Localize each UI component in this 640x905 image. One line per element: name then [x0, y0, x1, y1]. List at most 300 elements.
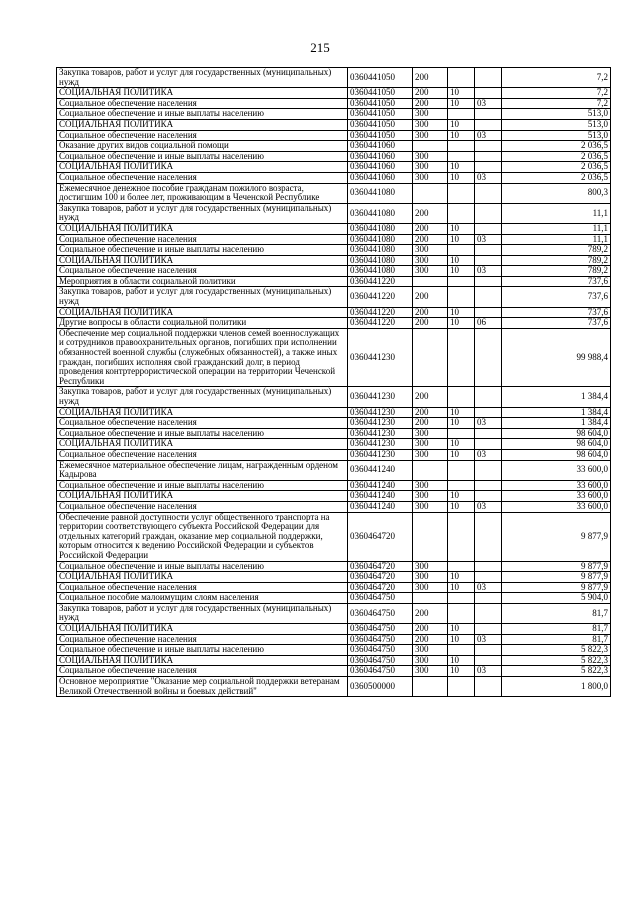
- table-row: [57, 245, 611, 256]
- row-expense-type: [413, 328, 448, 387]
- row-section: [448, 603, 475, 623]
- row-expense-type: [413, 183, 448, 203]
- row-expense-type: [413, 677, 448, 697]
- row-section: 10: [448, 572, 475, 583]
- row-section: 10: [448, 666, 475, 677]
- row-name: Оказание других видов социальной помощи: [57, 141, 348, 152]
- row-section: [448, 109, 475, 120]
- row-subsection: 03: [475, 582, 502, 593]
- row-name: СОЦИАЛЬНАЯ ПОЛИТИКА: [57, 88, 348, 99]
- row-amount: 5 822,3: [502, 666, 611, 677]
- table-row: [57, 655, 611, 666]
- row-section: 10: [448, 582, 475, 593]
- table-row: [57, 449, 611, 460]
- table-row: [57, 172, 611, 183]
- row-subsection: [475, 677, 502, 697]
- row-code: 0360441230: [348, 407, 413, 418]
- row-subsection: [475, 480, 502, 491]
- row-name: СОЦИАЛЬНАЯ ПОЛИТИКА: [57, 307, 348, 318]
- row-expense-type: 200: [413, 287, 448, 307]
- row-name: Обеспечение мер социальной поддержки членов семей военнослужащих и сотрудников правоохранительных органов, погибших при исполнении обязанностей военной службы (служебных обязанностей), а также иных граждан, погибших исполняя свой гражданский долг, в период проведения контртеррористической операции на территории Чеченской Республики: [57, 328, 348, 387]
- row-code: 0360441220: [348, 318, 413, 329]
- row-amount: 11,1: [502, 223, 611, 234]
- table-row: [57, 266, 611, 277]
- row-section: [448, 203, 475, 223]
- row-section: 10: [448, 98, 475, 109]
- row-code: 0360441060: [348, 151, 413, 162]
- table-row: [57, 418, 611, 429]
- row-code: 0360441080: [348, 266, 413, 277]
- table-row: [57, 109, 611, 120]
- row-amount: 98 604,0: [502, 428, 611, 439]
- row-subsection: [475, 387, 502, 407]
- row-code: 0360464750: [348, 634, 413, 645]
- row-name: СОЦИАЛЬНАЯ ПОЛИТИКА: [57, 439, 348, 450]
- row-name: СОЦИАЛЬНАЯ ПОЛИТИКА: [57, 655, 348, 666]
- row-name: Социальное обеспечение и иные выплаты населению: [57, 245, 348, 256]
- table-row: [57, 119, 611, 130]
- row-code: 0360441220: [348, 307, 413, 318]
- row-code: 0360441050: [348, 119, 413, 130]
- row-subsection: [475, 109, 502, 120]
- row-amount: 2 036,5: [502, 151, 611, 162]
- row-section: [448, 645, 475, 656]
- row-code: 0360464750: [348, 603, 413, 623]
- row-subsection: [475, 512, 502, 561]
- table-row: [57, 141, 611, 152]
- row-code: 0360441230: [348, 439, 413, 450]
- budget-table-body: [57, 68, 611, 697]
- row-expense-type: [413, 593, 448, 604]
- row-expense-type: 300: [413, 655, 448, 666]
- row-subsection: 03: [475, 418, 502, 429]
- row-subsection: 03: [475, 234, 502, 245]
- row-expense-type: 300: [413, 255, 448, 266]
- row-subsection: [475, 223, 502, 234]
- row-section: 10: [448, 418, 475, 429]
- row-code: 0360464750: [348, 655, 413, 666]
- row-subsection: 03: [475, 634, 502, 645]
- row-name: СОЦИАЛЬНАЯ ПОЛИТИКА: [57, 572, 348, 583]
- row-amount: 33 600,0: [502, 480, 611, 491]
- row-amount: 737,6: [502, 307, 611, 318]
- row-expense-type: 200: [413, 88, 448, 99]
- row-code: 0360441240: [348, 501, 413, 512]
- table-row: [57, 328, 611, 387]
- row-expense-type: 200: [413, 407, 448, 418]
- table-row: [57, 130, 611, 141]
- row-subsection: [475, 183, 502, 203]
- row-expense-type: 200: [413, 203, 448, 223]
- row-name: Ежемесячное материальное обеспечение лицам, награжденным орденом Кадырова: [57, 460, 348, 480]
- row-name: Социальное обеспечение населения: [57, 449, 348, 460]
- row-expense-type: 300: [413, 172, 448, 183]
- row-code: 0360464750: [348, 593, 413, 604]
- row-code: 0360441060: [348, 162, 413, 173]
- row-section: 10: [448, 266, 475, 277]
- row-name: Социальное обеспечение населения: [57, 634, 348, 645]
- row-expense-type: 200: [413, 307, 448, 318]
- row-name: Социальное обеспечение населения: [57, 418, 348, 429]
- row-name: Закупка товаров, работ и услуг для государственных (муниципальных) нужд: [57, 68, 348, 88]
- table-row: [57, 645, 611, 656]
- row-section: [448, 480, 475, 491]
- row-name: Социальное обеспечение и иные выплаты населению: [57, 480, 348, 491]
- row-section: 10: [448, 501, 475, 512]
- row-subsection: 03: [475, 266, 502, 277]
- row-expense-type: 200: [413, 418, 448, 429]
- row-amount: 2 036,5: [502, 141, 611, 152]
- row-expense-type: 300: [413, 428, 448, 439]
- row-section: 10: [448, 439, 475, 450]
- table-row: [57, 151, 611, 162]
- row-code: 0360441230: [348, 387, 413, 407]
- table-row: [57, 318, 611, 329]
- row-amount: 7,2: [502, 68, 611, 88]
- row-expense-type: 300: [413, 501, 448, 512]
- row-amount: 33 600,0: [502, 501, 611, 512]
- row-code: 0360441080: [348, 203, 413, 223]
- row-section: 10: [448, 491, 475, 502]
- table-row: [57, 234, 611, 245]
- row-code: 0360464720: [348, 561, 413, 572]
- row-code: 0360441230: [348, 449, 413, 460]
- row-name: Закупка товаров, работ и услуг для государственных (муниципальных) нужд: [57, 387, 348, 407]
- row-name: Закупка товаров, работ и услуг для государственных (муниципальных) нужд: [57, 287, 348, 307]
- row-name: Социальное обеспечение и иные выплаты населению: [57, 645, 348, 656]
- row-code: 0360441220: [348, 276, 413, 287]
- row-amount: 9 877,9: [502, 561, 611, 572]
- row-amount: 2 036,5: [502, 162, 611, 173]
- table-row: [57, 255, 611, 266]
- row-name: СОЦИАЛЬНАЯ ПОЛИТИКА: [57, 223, 348, 234]
- row-section: 10: [448, 162, 475, 173]
- row-subsection: [475, 88, 502, 99]
- row-code: 0360500000: [348, 677, 413, 697]
- row-subsection: [475, 491, 502, 502]
- row-name: Ежемесячное денежное пособие гражданам пожилого возраста, достигшим 100 и более лет, проживающим в Чеченской Республике: [57, 183, 348, 203]
- row-subsection: [475, 572, 502, 583]
- row-subsection: [475, 561, 502, 572]
- row-expense-type: 200: [413, 318, 448, 329]
- row-amount: 513,0: [502, 130, 611, 141]
- table-row: [57, 276, 611, 287]
- row-amount: 9 877,9: [502, 582, 611, 593]
- table-row: [57, 572, 611, 583]
- row-code: 0360464750: [348, 666, 413, 677]
- row-section: [448, 245, 475, 256]
- row-subsection: 03: [475, 449, 502, 460]
- row-amount: 1 800,0: [502, 677, 611, 697]
- row-subsection: [475, 287, 502, 307]
- row-section: [448, 593, 475, 604]
- row-code: 0360464720: [348, 582, 413, 593]
- row-expense-type: [413, 141, 448, 152]
- row-name: Социальное обеспечение населения: [57, 582, 348, 593]
- row-subsection: [475, 255, 502, 266]
- row-code: 0360441220: [348, 287, 413, 307]
- row-section: [448, 561, 475, 572]
- row-expense-type: 300: [413, 109, 448, 120]
- row-expense-type: 300: [413, 480, 448, 491]
- row-amount: 98 604,0: [502, 439, 611, 450]
- row-name: Социальное обеспечение и иные выплаты населению: [57, 109, 348, 120]
- row-code: 0360441240: [348, 460, 413, 480]
- table-row: [57, 287, 611, 307]
- row-subsection: [475, 307, 502, 318]
- row-section: [448, 68, 475, 88]
- row-expense-type: 300: [413, 245, 448, 256]
- row-expense-type: 200: [413, 624, 448, 635]
- row-section: 10: [448, 88, 475, 99]
- row-section: 10: [448, 172, 475, 183]
- table-row: [57, 203, 611, 223]
- table-row: [57, 480, 611, 491]
- row-expense-type: 300: [413, 666, 448, 677]
- table-row: [57, 561, 611, 572]
- row-subsection: [475, 151, 502, 162]
- row-code: 0360441080: [348, 234, 413, 245]
- row-code: 0360441080: [348, 255, 413, 266]
- row-expense-type: 300: [413, 439, 448, 450]
- row-subsection: 03: [475, 501, 502, 512]
- row-name: Социальное обеспечение населения: [57, 234, 348, 245]
- table-row: [57, 98, 611, 109]
- row-amount: 9 877,9: [502, 512, 611, 561]
- row-amount: 7,2: [502, 98, 611, 109]
- table-row: [57, 666, 611, 677]
- row-name: СОЦИАЛЬНАЯ ПОЛИТИКА: [57, 119, 348, 130]
- row-section: [448, 328, 475, 387]
- row-subsection: [475, 593, 502, 604]
- row-section: [448, 183, 475, 203]
- row-subsection: [475, 276, 502, 287]
- row-section: [448, 151, 475, 162]
- row-subsection: [475, 655, 502, 666]
- row-amount: 2 036,5: [502, 172, 611, 183]
- row-name: Социальное обеспечение и иные выплаты населению: [57, 561, 348, 572]
- row-expense-type: 200: [413, 223, 448, 234]
- row-section: 10: [448, 255, 475, 266]
- row-section: 10: [448, 130, 475, 141]
- row-section: [448, 428, 475, 439]
- row-amount: 81,7: [502, 634, 611, 645]
- row-expense-type: 300: [413, 130, 448, 141]
- row-expense-type: [413, 512, 448, 561]
- row-code: 0360441230: [348, 428, 413, 439]
- row-code: 0360441050: [348, 88, 413, 99]
- row-subsection: [475, 328, 502, 387]
- row-section: 10: [448, 318, 475, 329]
- row-name: Основное мероприятие "Оказание мер социальной поддержки ветеранам Великой Отечественной войны и боевых действий": [57, 677, 348, 697]
- row-name: СОЦИАЛЬНАЯ ПОЛИТИКА: [57, 624, 348, 635]
- row-amount: 98 604,0: [502, 449, 611, 460]
- table-row: [57, 582, 611, 593]
- row-name: Социальное обеспечение населения: [57, 98, 348, 109]
- row-amount: 9 877,9: [502, 572, 611, 583]
- row-name: Мероприятия в области социальной политики: [57, 276, 348, 287]
- row-subsection: [475, 439, 502, 450]
- table-row: [57, 307, 611, 318]
- row-code: 0360464720: [348, 512, 413, 561]
- row-code: 0360441050: [348, 68, 413, 88]
- row-code: 0360441050: [348, 130, 413, 141]
- row-section: [448, 276, 475, 287]
- row-name: Социальное обеспечение населения: [57, 266, 348, 277]
- row-subsection: [475, 203, 502, 223]
- row-expense-type: 200: [413, 603, 448, 623]
- table-row: [57, 183, 611, 203]
- row-code: 0360464750: [348, 645, 413, 656]
- row-subsection: 03: [475, 666, 502, 677]
- row-name: Социальное обеспечение и иные выплаты населению: [57, 151, 348, 162]
- row-amount: 11,1: [502, 203, 611, 223]
- page-number: 215: [310, 40, 330, 55]
- row-amount: 99 988,4: [502, 328, 611, 387]
- row-amount: 513,0: [502, 119, 611, 130]
- row-subsection: [475, 428, 502, 439]
- row-amount: 1 384,4: [502, 387, 611, 407]
- row-expense-type: 200: [413, 68, 448, 88]
- row-name: Социальное обеспечение населения: [57, 501, 348, 512]
- row-expense-type: [413, 276, 448, 287]
- table-row: [57, 88, 611, 99]
- table-row: [57, 439, 611, 450]
- table-row: [57, 407, 611, 418]
- row-expense-type: 300: [413, 119, 448, 130]
- row-subsection: [475, 645, 502, 656]
- table-row: [57, 634, 611, 645]
- row-section: [448, 387, 475, 407]
- row-expense-type: 300: [413, 449, 448, 460]
- row-subsection: 03: [475, 172, 502, 183]
- table-row: [57, 512, 611, 561]
- row-subsection: 03: [475, 98, 502, 109]
- row-amount: 789,2: [502, 266, 611, 277]
- row-section: 10: [448, 119, 475, 130]
- row-name: СОЦИАЛЬНАЯ ПОЛИТИКА: [57, 255, 348, 266]
- row-amount: 1 384,4: [502, 418, 611, 429]
- row-section: [448, 677, 475, 697]
- row-amount: 513,0: [502, 109, 611, 120]
- row-expense-type: [413, 460, 448, 480]
- row-section: 10: [448, 624, 475, 635]
- row-subsection: [475, 141, 502, 152]
- table-row: [57, 387, 611, 407]
- row-expense-type: 300: [413, 266, 448, 277]
- table-row: [57, 501, 611, 512]
- table-row: [57, 428, 611, 439]
- row-expense-type: 200: [413, 98, 448, 109]
- row-section: [448, 460, 475, 480]
- row-amount: 7,2: [502, 88, 611, 99]
- row-section: 10: [448, 234, 475, 245]
- row-section: 10: [448, 655, 475, 666]
- row-code: 0360441060: [348, 172, 413, 183]
- row-amount: 33 600,0: [502, 491, 611, 502]
- row-code: 0360441240: [348, 491, 413, 502]
- row-code: 0360441050: [348, 98, 413, 109]
- row-subsection: [475, 603, 502, 623]
- row-name: Другие вопросы в области социальной политики: [57, 318, 348, 329]
- row-name: Обеспечение равной доступности услуг общественного транспорта на территории соответствующего субъекта Российской Федерации для отдельных категорий граждан, оказание мер социальной поддержки, которым относится к ведению Российской Федерации и субъектов Российской Федерации: [57, 512, 348, 561]
- row-name: Закупка товаров, работ и услуг для государственных (муниципальных) нужд: [57, 203, 348, 223]
- row-name: СОЦИАЛЬНАЯ ПОЛИТИКА: [57, 491, 348, 502]
- row-expense-type: 300: [413, 582, 448, 593]
- row-code: 0360441080: [348, 183, 413, 203]
- table-row: [57, 624, 611, 635]
- row-amount: 33 600,0: [502, 460, 611, 480]
- row-code: 0360441230: [348, 328, 413, 387]
- table-row: [57, 223, 611, 234]
- row-name: Социальное обеспечение населения: [57, 666, 348, 677]
- row-expense-type: 200: [413, 234, 448, 245]
- row-subsection: [475, 460, 502, 480]
- row-amount: 1 384,4: [502, 407, 611, 418]
- row-name: Социальное обеспечение и иные выплаты населению: [57, 428, 348, 439]
- row-expense-type: 300: [413, 162, 448, 173]
- row-expense-type: 300: [413, 151, 448, 162]
- row-section: [448, 141, 475, 152]
- row-amount: 737,6: [502, 276, 611, 287]
- row-subsection: [475, 68, 502, 88]
- row-code: 0360441080: [348, 223, 413, 234]
- table-row: [57, 68, 611, 88]
- table-row: [57, 460, 611, 480]
- row-subsection: 03: [475, 130, 502, 141]
- row-expense-type: 300: [413, 561, 448, 572]
- row-section: 10: [448, 449, 475, 460]
- row-name: Закупка товаров, работ и услуг для государственных (муниципальных) нужд: [57, 603, 348, 623]
- row-amount: 5 822,3: [502, 645, 611, 656]
- row-section: [448, 512, 475, 561]
- row-name: Социальное обеспечение населения: [57, 172, 348, 183]
- budget-table: [56, 67, 611, 697]
- row-expense-type: 200: [413, 634, 448, 645]
- row-subsection: 06: [475, 318, 502, 329]
- row-name: Социальное обеспечение населения: [57, 130, 348, 141]
- row-subsection: [475, 407, 502, 418]
- row-section: [448, 287, 475, 307]
- row-name: СОЦИАЛЬНАЯ ПОЛИТИКА: [57, 407, 348, 418]
- row-subsection: [475, 245, 502, 256]
- row-name: СОЦИАЛЬНАЯ ПОЛИТИКА: [57, 162, 348, 173]
- row-code: 0360464750: [348, 624, 413, 635]
- row-amount: 737,6: [502, 318, 611, 329]
- table-row: [57, 491, 611, 502]
- row-expense-type: 300: [413, 572, 448, 583]
- row-amount: 800,3: [502, 183, 611, 203]
- row-amount: 11,1: [502, 234, 611, 245]
- row-section: 10: [448, 634, 475, 645]
- row-expense-type: 300: [413, 645, 448, 656]
- row-amount: 789,2: [502, 255, 611, 266]
- row-expense-type: 300: [413, 491, 448, 502]
- row-code: 0360441230: [348, 418, 413, 429]
- row-expense-type: 200: [413, 387, 448, 407]
- row-amount: 81,7: [502, 603, 611, 623]
- row-subsection: [475, 162, 502, 173]
- row-amount: 737,6: [502, 287, 611, 307]
- row-amount: 789,2: [502, 245, 611, 256]
- row-subsection: [475, 119, 502, 130]
- row-code: 0360441240: [348, 480, 413, 491]
- table-row: [57, 162, 611, 173]
- row-amount: 81,7: [502, 624, 611, 635]
- table-row: [57, 603, 611, 623]
- row-section: 10: [448, 223, 475, 234]
- row-subsection: [475, 624, 502, 635]
